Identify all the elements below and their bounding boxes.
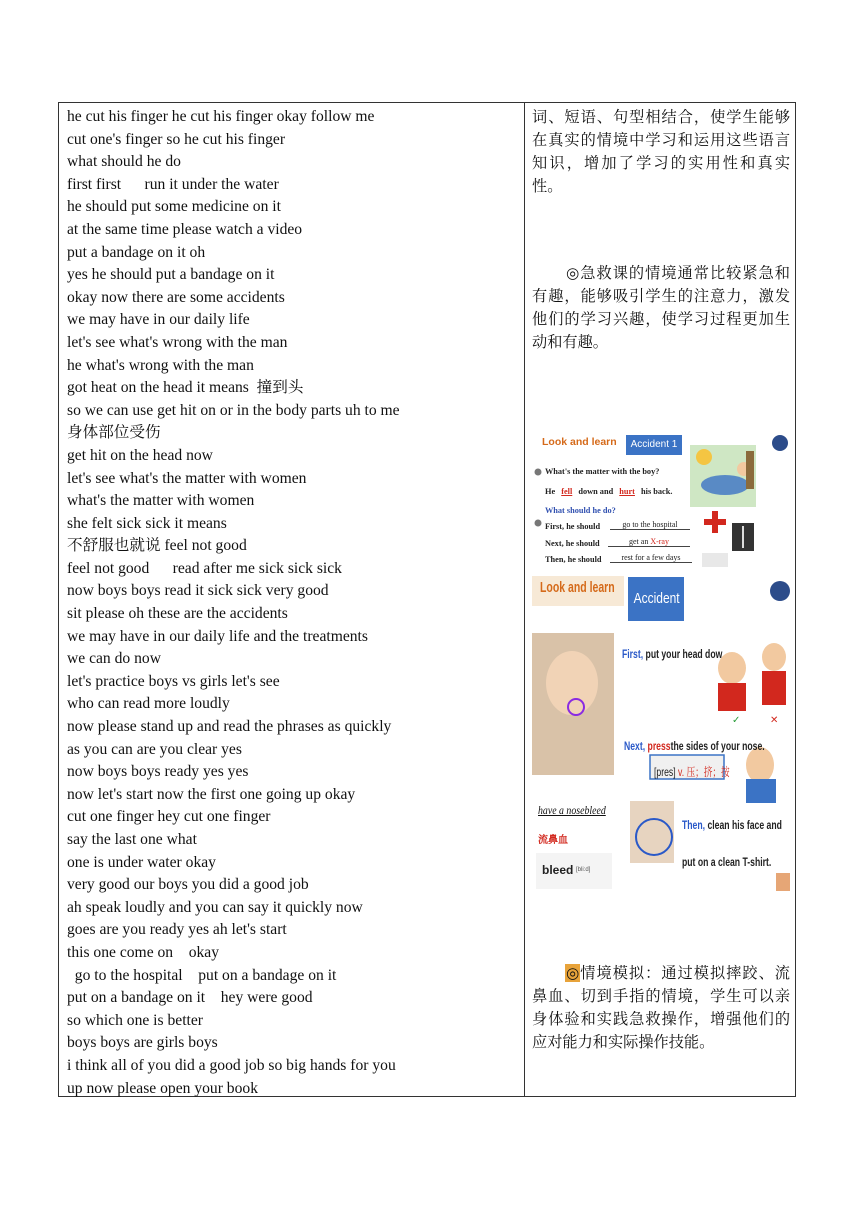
cartoon-head-2	[762, 643, 786, 671]
transcript-line: so we can use get hit on or in the body parts uh to me	[67, 401, 400, 419]
transcript-line: 不舒服也就说 feel not good	[67, 537, 247, 555]
slide-2-title: Look and learn	[540, 579, 615, 596]
transcript-line: now please stand up and read the phrases as quickly	[67, 718, 392, 736]
slide-2-step3	[682, 818, 782, 832]
transcript-line: 身体部位受伤	[67, 424, 161, 442]
cross-v	[712, 511, 718, 533]
svg-text:✓: ✓	[732, 715, 741, 726]
transcript-line: put on a bandage on it hey were good	[67, 989, 313, 1007]
s1-a: He	[545, 487, 556, 496]
slide-1-title: Look and learn	[542, 436, 617, 448]
transcript-line: he what's wrong with the man	[67, 356, 254, 374]
slide-2-bleed: bleed	[542, 863, 574, 877]
s1-b: down and	[578, 487, 614, 496]
commentary-paragraph-2-text: ◎急救课的情境通常比较紧急和有趣，能够吸引学生的注意力，激发他们的学习兴趣，使学习过程更加生动和有趣。	[532, 264, 790, 351]
school-logo	[772, 435, 788, 451]
slide-1-a2-label: Next, he should	[545, 539, 600, 548]
boy-body	[701, 475, 749, 495]
slide-1-a3-fill: rest for a few days	[610, 553, 692, 563]
transcript-line: very good our boys you did a good job	[67, 876, 309, 894]
transcript-line: now boys boys read it sick sick very good	[67, 582, 329, 600]
transcript-line: we can do now	[67, 650, 161, 668]
phonetic-def: v. 压；挤；按	[678, 765, 730, 779]
column-divider	[524, 103, 525, 1096]
highlight-mark: ◎	[565, 964, 581, 982]
transcript-line: go to the hospital put on a bandage on it	[67, 966, 337, 984]
transcript-line: she felt sick sick it means	[67, 514, 227, 532]
step2-b: press	[647, 739, 671, 753]
transcript-line: cut one finger hey cut one finger	[67, 808, 271, 826]
transcript-line: at the same time please watch a video	[67, 220, 303, 238]
tree-trunk	[746, 451, 754, 489]
a2-fill-a: get an	[629, 537, 649, 546]
slide-1-sentence-1	[545, 487, 672, 496]
transcript-line: okay now there are some accidents	[67, 288, 285, 306]
transcript-line: first first run it under the water	[67, 175, 279, 193]
step1-b: put your head dow	[645, 647, 723, 661]
s1-fill1: fell	[561, 487, 573, 496]
transcript-line: sit please oh these are the accidents	[67, 605, 288, 623]
step1-a: First,	[622, 647, 644, 661]
commentary-paragraph-2	[532, 262, 790, 354]
slide-1-q1: What's the matter with the boy?	[545, 467, 660, 476]
transcript-line: put a bandage on it oh	[67, 243, 206, 261]
transcript-line: what's the matter with women	[67, 492, 255, 510]
step2-a: Next,	[624, 739, 646, 753]
transcript-line: now boys boys ready yes yes	[67, 763, 249, 781]
transcript-line: goes are you ready yes ah let's start	[67, 921, 287, 939]
school-logo-2	[770, 581, 790, 601]
transcript-line: now let's start now the first one going up okay	[67, 785, 356, 803]
slide-1-tab: Accident 1	[626, 435, 682, 455]
transcript-line: let's see what's the matter with women	[67, 469, 307, 487]
transcript-line: what should he do	[67, 153, 181, 171]
slide-2-step1	[622, 647, 722, 661]
pills-image	[702, 553, 728, 567]
cartoon-body-3	[746, 779, 776, 803]
transcript-line: we may have in our daily life and the treatments	[67, 627, 368, 645]
slide-2-phonetic	[654, 763, 730, 780]
transcript-line: we may have in our daily life	[67, 311, 250, 329]
transcript-line: yes he should put a bandage on it	[67, 266, 275, 284]
step3-a: Then,	[682, 818, 706, 832]
transcript-line: he cut his finger he cut his finger okay follow me	[67, 108, 375, 125]
slide-accident-1	[532, 433, 790, 571]
transcript-line: as you can are you clear yes	[67, 740, 242, 758]
transcript-line: let's practice boys vs girls let's see	[67, 672, 280, 690]
commentary-paragraph-3-text: 情境模拟：通过模拟摔跤、流鼻血、切到手指的情境，学生可以亲身体验和实践急救操作，增强他们的应对能力和实际操作技能。	[532, 964, 790, 1051]
transcript-line: boys boys are girls boys	[67, 1034, 218, 1052]
transcript-line: he should put some medicine on it	[67, 198, 281, 216]
transcript-line: i think all of you did a good job so big hands for you	[67, 1056, 396, 1074]
slide-1-q2: What should he do?	[545, 506, 616, 515]
bullet-icon-1	[535, 469, 542, 476]
slide-2-step3c: put on a clean T-shirt.	[682, 855, 772, 869]
slide-2-tab: Accident 2	[633, 590, 680, 651]
step2-c: the sides of your nose.	[670, 739, 765, 753]
cartoon-body-1	[718, 683, 746, 711]
transcript-line: one is under water okay	[67, 853, 216, 871]
s1-c: his back.	[641, 487, 673, 496]
transcript-line: who can read more loudly	[67, 695, 230, 713]
slide-2-step2	[624, 739, 765, 753]
transcript-line: ah speak loudly and you can say it quickly now	[67, 898, 363, 916]
transcript-line: got heat on the head it means 撞到头	[67, 379, 304, 397]
sun	[696, 449, 712, 465]
slide-2-bleed-ph: [bli:d]	[576, 867, 591, 873]
slide-1-a3-label: Then, he should	[545, 555, 602, 564]
slide-1-a1-fill: go to the hospital	[610, 520, 690, 530]
phonetic: [pres]	[654, 765, 676, 779]
transcript-line: let's see what's wrong with the man	[67, 333, 288, 351]
slide-1-a1-label: First, he should	[545, 522, 601, 531]
commentary-column	[532, 103, 790, 1096]
slide-accident-2	[532, 573, 790, 893]
slide-1-a2-fill	[608, 537, 690, 547]
transcript-line: this one come on okay	[67, 943, 220, 961]
transcript-line: feel not good read after me sick sick sick	[67, 559, 342, 577]
transcript-column	[67, 106, 517, 1100]
transcript-line: up now please open your book	[67, 1079, 258, 1097]
commentary-paragraph-3	[532, 962, 790, 1054]
transcript-line: say the last one what	[67, 831, 197, 848]
bullet-icon-2	[535, 520, 542, 527]
content-table	[58, 102, 796, 1097]
slide-2-art	[532, 573, 790, 893]
s1-fill2: hurt	[619, 487, 635, 496]
transcript-line: so which one is better	[67, 1011, 203, 1029]
slide-2-nosebleed-cn: 流鼻血	[538, 835, 568, 846]
a2-fill-b: X-ray	[650, 537, 669, 546]
cartoon-body-2	[762, 671, 786, 705]
transcript-line: get hit on the head now	[67, 446, 213, 464]
svg-text:✕: ✕	[770, 715, 779, 726]
commentary-paragraph-1: 词、短语、句型相结合，使学生能够在真实的情境中学习和运用这些语言知识，增加了学习的实用性和真实性。	[532, 108, 790, 195]
step3-b: clean his face and	[707, 818, 782, 832]
transcript-line: cut one's finger so he cut his finger	[67, 130, 286, 148]
slide-2-nosebleed: have a nosebleed	[538, 803, 606, 817]
